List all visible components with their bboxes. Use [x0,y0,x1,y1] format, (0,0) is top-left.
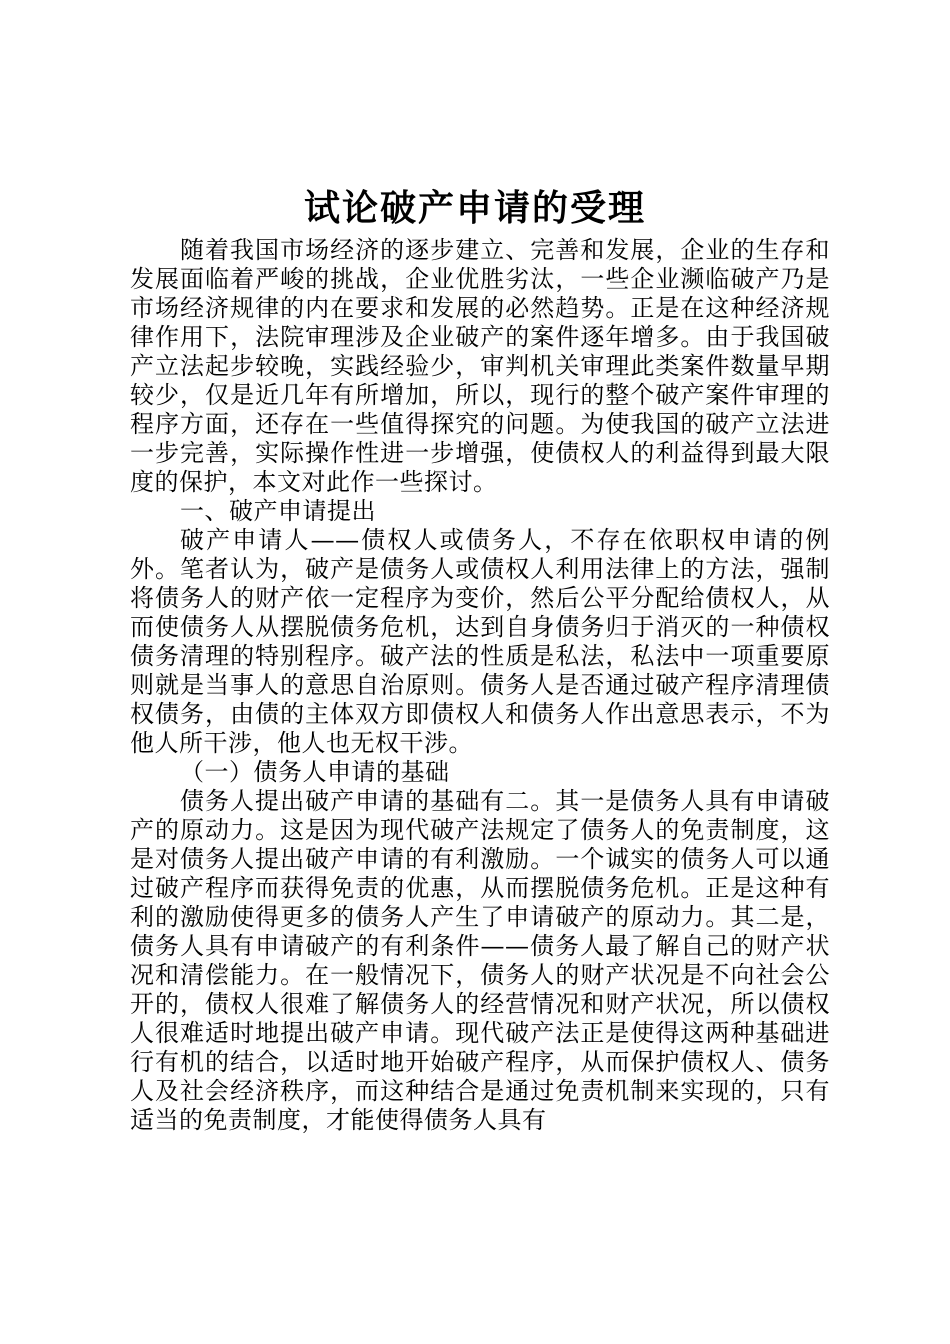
paragraph-intro: 随着我国市场经济的逐步建立、完善和发展，企业的生存和发展面临着严峻的挑战，企业优胜劣汰，一些企业濒临破产乃是市场经济规律的内在要求和发展的必然趋势。正是在这种经济规律作用下，法院审理涉及企业破产的案件逐年增多。由于我国破产立法起步较晚，实践经验少，审判机关审理此类案件数量早期较少，仅是近几年有所增加，所以，现行的整个破产案件审理的程序方面，还存在一些值得探究的问题。为使我国的破产立法进一步完善，实际操作性进一步增强，使债权人的利益得到最大限度的保护，本文对此作一些探讨。 [130,236,830,496]
document-title: 试论破产申请的受理 [303,187,646,229]
subsection-heading-1: （一）债务人申请的基础 [180,758,450,786]
paragraph-debtor-basis: 债务人提出破产申请的基础有二。其一是债务人具有申请破产的原动力。这是因为现代破产法规定了债务人的免责制度，这是对债务人提出破产申请的有利激励。一个诚实的债务人可以通过破产程序而获得免责的优惠，从而摆脱债务危机。正是这种有利的激励使得更多的债务人产生了申请破产的原动力。其二是，债务人具有申请破产的有利条件——债务人最了解自己的财产状况和清偿能力。在一般情况下，债务人的财产状况是不向社会公开的，债权人很难了解债务人的经营情况和财产状况，所以债权人很难适时地提出破产申请。现代破产法正是使得这两种基础进行有机的结合，以适时地开始破产程序，从而保护债权人、债务人及社会经济秩序，而这种结合是通过免责机制来实现的，只有适当的免责制度，才能使得债务人具有 [130,787,830,1134]
section-heading-1: 一、破产申请提出 [180,497,376,525]
paragraph-applicant: 破产申请人——债权人或债务人，不存在依职权申请的例外。笔者认为，破产是债务人或债权人利用法律上的方法，强制将债务人的财产依一定程序为变价，然后公平分配给债权人，从而使债务人从摆脱债务危机，达到自身债务归于消灭的一种债权债务清理的特别程序。破产法的性质是私法，私法中一项重要原则就是当事人的意思自治原则。债务人是否通过破产程序清理债权债务，由债的主体双方即债权人和债务人作出意思表示，不为他人所干涉，他人也无权干涉。 [130,526,830,757]
document-body [130,236,830,1135]
